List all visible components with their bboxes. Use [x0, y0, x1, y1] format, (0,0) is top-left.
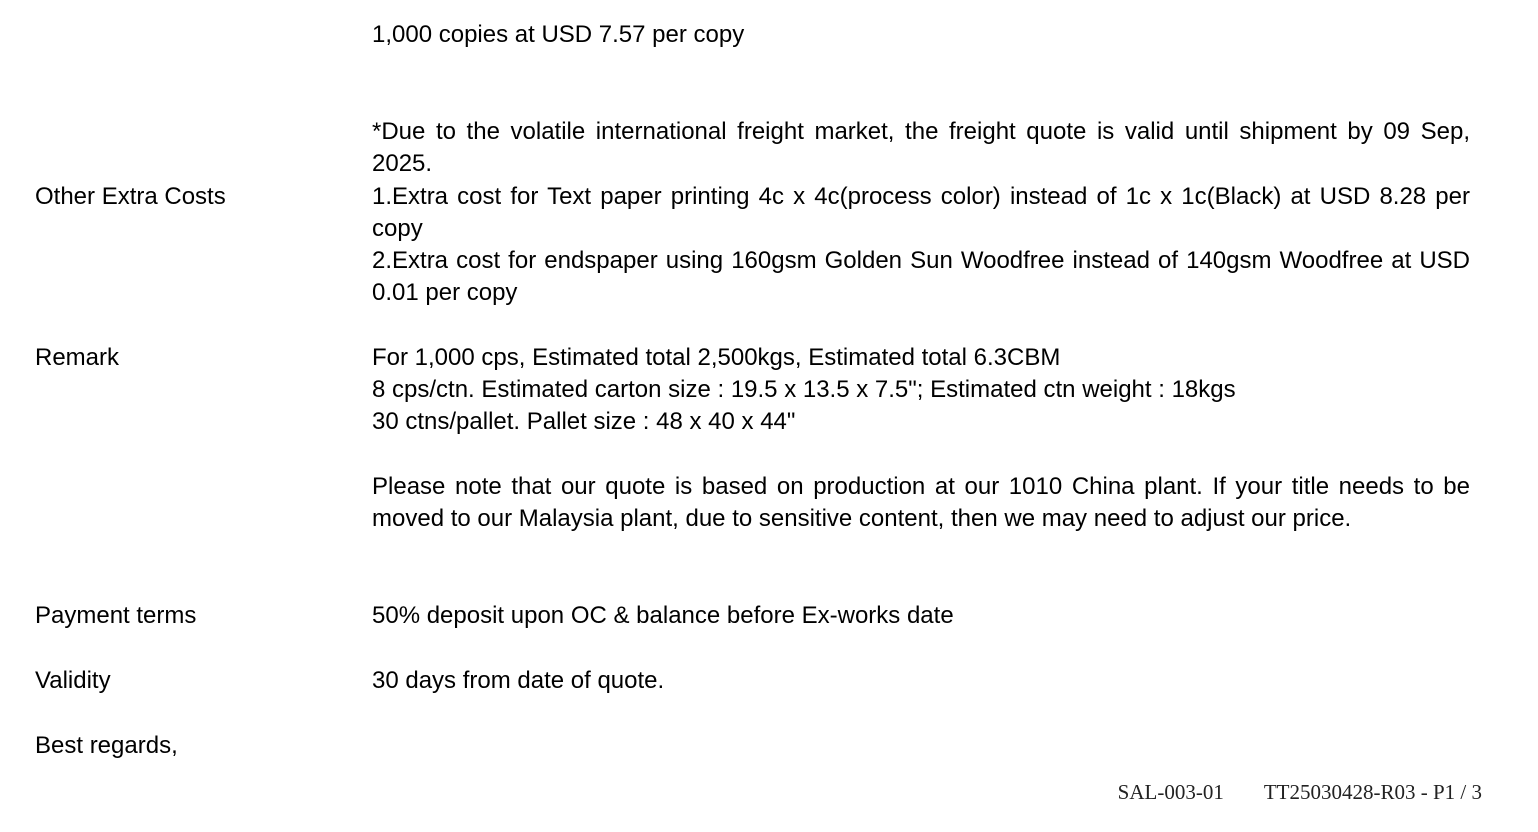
remark-line-1: For 1,000 cps, Estimated total 2,500kgs, Estimated total 6.3CBM — [372, 344, 1061, 371]
remark-line-3: 30 ctns/pallet. Pallet size : 48 x 40 x 44" — [372, 408, 796, 435]
document-reference: TT25030428-R03 - P1 / 3 — [1263, 780, 1482, 804]
validity-label: Validity — [35, 667, 111, 694]
page-footer — [1118, 776, 1482, 808]
extra-costs-section — [372, 181, 1470, 309]
validity-value: 30 days from date of quote. — [372, 667, 665, 694]
price-per-copy-text: 1,000 copies at USD 7.57 per copy — [372, 21, 745, 48]
extra-costs-label: Other Extra Costs — [35, 183, 226, 210]
plant-note-text: Please note that our quote is based on production at our 1010 China plant. If your title needs to be moved to our Malaysia plant, due to sensitive content, then we may need to adjust our price. — [372, 473, 1470, 532]
form-code: SAL-003-01 — [1117, 780, 1224, 804]
payment-terms-label: Payment terms — [35, 602, 197, 629]
remark-label: Remark — [35, 344, 120, 371]
payment-terms-value: 50% deposit upon OC & balance before Ex-works date — [372, 602, 954, 629]
freight-note-text: *Due to the volatile international freight market, the freight quote is valid until shipment by 09 Sep, 2025. — [372, 118, 1470, 177]
remark-line-2: 8 cps/ctn. Estimated carton size : 19.5 x 13.5 x 7.5"; Estimated ctn weight : 18kgs — [372, 376, 1236, 403]
extra-cost-item-1: 1.Extra cost for Text paper printing 4c x 4c(process color) instead of 1c x 1c(Black) at USD 8.28 per copy — [372, 183, 1470, 242]
closing-text: Best regards, — [35, 732, 178, 759]
remark-section — [372, 342, 1470, 438]
extra-cost-item-2: 2.Extra cost for endspaper using 160gsm Golden Sun Woodfree instead of 140gsm Woodfree at USD 0.01 per copy — [372, 247, 1470, 306]
